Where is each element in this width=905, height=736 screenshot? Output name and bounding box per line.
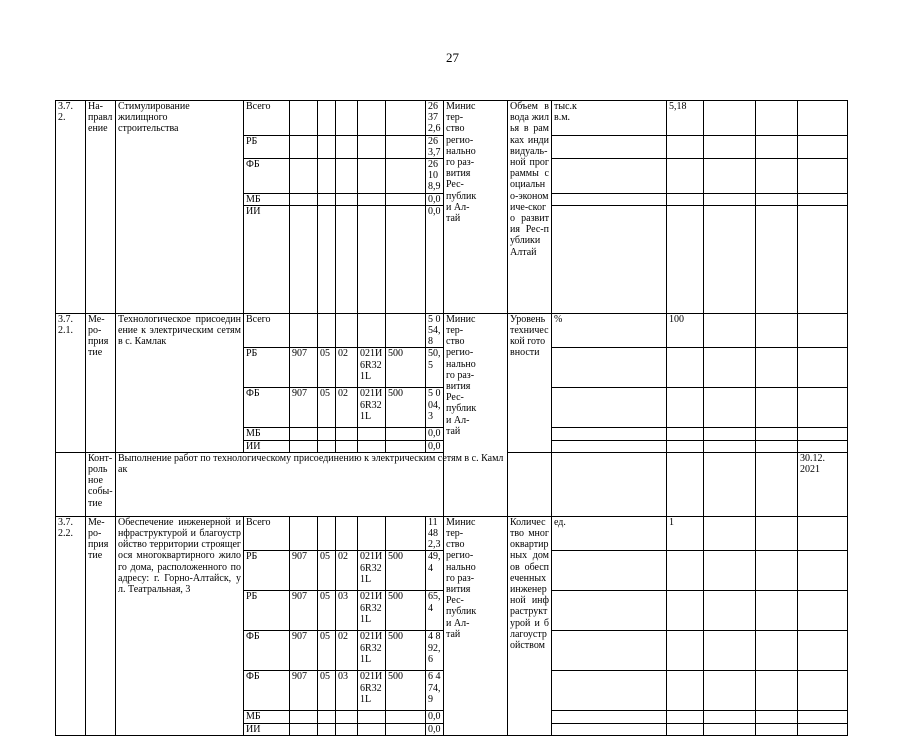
- empty-cell: [386, 193, 426, 205]
- unit-cell: тыс.к в.м.: [552, 101, 667, 136]
- source-cell: Всего: [244, 313, 290, 348]
- empty-cell: [290, 205, 318, 313]
- value-cell: 5,18: [667, 101, 704, 136]
- empty-cell: [704, 631, 756, 671]
- empty-cell: [358, 135, 386, 158]
- empty-cell: [667, 440, 704, 452]
- empty-cell: [358, 205, 386, 313]
- amount-cell: 49,4: [426, 551, 444, 591]
- kbk-cell: [386, 440, 426, 452]
- kbk-cell: 05: [318, 671, 336, 711]
- kbk-cell: [358, 313, 386, 348]
- empty-cell: [798, 101, 848, 136]
- empty-cell: [798, 711, 848, 723]
- empty-cell: [552, 440, 667, 452]
- kbk-cell: 05: [318, 591, 336, 631]
- source-cell: РБ: [244, 348, 290, 388]
- empty-cell: [552, 723, 667, 735]
- kbk-cell: 021И 6R32 1L: [358, 671, 386, 711]
- empty-cell: [704, 159, 756, 194]
- empty-cell: [290, 135, 318, 158]
- empty-cell: [667, 551, 704, 591]
- source-cell: РБ: [244, 591, 290, 631]
- unit-cell: %: [552, 313, 667, 348]
- amount-cell: 0,0: [426, 440, 444, 452]
- empty-cell: [756, 516, 798, 551]
- empty-cell: [290, 159, 318, 194]
- item-name: Обеспечение инженерной инфраструктурой и благоустройство территории строящегося многоквартирного жилого дома, расположенного по адресу: г. Горно-Алтайск, ул. Театральная, 3: [116, 516, 244, 735]
- empty-cell: [798, 348, 848, 388]
- kbk-cell: 021И 6R32 1L: [358, 631, 386, 671]
- empty-cell: [756, 428, 798, 440]
- control-text: Выполнение работ по технологическому присоединению к электрическим сетям в с. Камлак: [116, 452, 508, 516]
- empty-cell: [667, 205, 704, 313]
- empty-cell: [667, 135, 704, 158]
- source-cell: Всего: [244, 101, 290, 136]
- empty-cell: [336, 135, 358, 158]
- empty-cell: [358, 101, 386, 136]
- source-cell: РБ: [244, 551, 290, 591]
- empty-cell: [798, 205, 848, 313]
- empty-cell: [756, 440, 798, 452]
- source-cell: ИИ: [244, 440, 290, 452]
- empty-cell: [704, 428, 756, 440]
- empty-cell: [798, 671, 848, 711]
- empty-cell: [552, 348, 667, 388]
- kbk-cell: 02: [336, 631, 358, 671]
- empty-cell: [667, 193, 704, 205]
- empty-cell: [667, 452, 704, 516]
- executor-cell: Минис тер- ство регио- нально го раз- вития Рес- публик и Ал- тай: [444, 516, 508, 735]
- kbk-cell: [386, 516, 426, 551]
- empty-cell: [386, 101, 426, 136]
- empty-cell: [552, 428, 667, 440]
- kbk-cell: 021И 6R32 1L: [358, 551, 386, 591]
- empty-cell: [756, 159, 798, 194]
- indicator-cell: Уровень технической готовности: [508, 313, 552, 452]
- kbk-cell: 05: [318, 631, 336, 671]
- kbk-cell: [358, 440, 386, 452]
- empty-cell: [704, 671, 756, 711]
- empty-cell: [704, 452, 756, 516]
- empty-cell: [552, 631, 667, 671]
- item-kind: Ме- ро- прия тие: [86, 313, 116, 452]
- empty-cell: [552, 711, 667, 723]
- amount-cell: 0,0: [426, 193, 444, 205]
- amount-cell: 65,4: [426, 591, 444, 631]
- empty-cell: [667, 428, 704, 440]
- kbk-cell: [318, 516, 336, 551]
- empty-cell: [704, 388, 756, 428]
- source-cell: Всего: [244, 516, 290, 551]
- amount-cell: 26 372,6: [426, 101, 444, 136]
- kbk-cell: 907: [290, 348, 318, 388]
- empty-cell: [508, 452, 552, 516]
- empty-cell: [756, 631, 798, 671]
- empty-cell: [756, 388, 798, 428]
- source-cell: МБ: [244, 711, 290, 723]
- kbk-cell: [336, 313, 358, 348]
- empty-cell: [798, 193, 848, 205]
- kbk-cell: 500: [386, 551, 426, 591]
- empty-cell: [318, 101, 336, 136]
- empty-cell: [552, 452, 667, 516]
- kbk-cell: [336, 440, 358, 452]
- kbk-cell: 021И 6R32 1L: [358, 388, 386, 428]
- empty-cell: [667, 591, 704, 631]
- empty-cell: [798, 388, 848, 428]
- empty-cell: [290, 101, 318, 136]
- kbk-cell: [358, 711, 386, 723]
- kbk-cell: [318, 440, 336, 452]
- kbk-cell: [358, 723, 386, 735]
- empty-cell: [704, 591, 756, 631]
- empty-cell: [704, 711, 756, 723]
- amount-cell: 5 004,3: [426, 388, 444, 428]
- value-cell: 100: [667, 313, 704, 348]
- empty-cell: [798, 159, 848, 194]
- kbk-cell: [336, 428, 358, 440]
- amount-cell: 50,5: [426, 348, 444, 388]
- source-cell: ФБ: [244, 631, 290, 671]
- empty-cell: [798, 313, 848, 348]
- indicator-cell: Количество многоквартирных домов обеспеченных инженерной инфраструктурой и благоустройством: [508, 516, 552, 735]
- item-kind: Ме- ро- прия тие: [86, 516, 116, 735]
- kbk-cell: [318, 723, 336, 735]
- source-cell: ФБ: [244, 159, 290, 194]
- empty-cell: [704, 135, 756, 158]
- kbk-cell: [336, 723, 358, 735]
- kbk-cell: [290, 440, 318, 452]
- source-cell: ФБ: [244, 671, 290, 711]
- kbk-cell: 907: [290, 388, 318, 428]
- table-row: [56, 452, 848, 516]
- empty-cell: [552, 135, 667, 158]
- empty-cell: [756, 101, 798, 136]
- source-cell: ФБ: [244, 388, 290, 428]
- empty-cell: [667, 348, 704, 388]
- kbk-cell: [386, 711, 426, 723]
- empty-cell: [756, 193, 798, 205]
- item-kind: На- правл ение: [86, 101, 116, 314]
- empty-cell: [798, 440, 848, 452]
- item-name: Технологическое присоединение к электрическим сетям в с. Камлак: [116, 313, 244, 452]
- amount-cell: 0,0: [426, 711, 444, 723]
- kbk-cell: 907: [290, 671, 318, 711]
- unit-cell: ед.: [552, 516, 667, 551]
- empty-cell: [798, 428, 848, 440]
- empty-cell: [704, 348, 756, 388]
- program-table: [55, 100, 848, 736]
- kbk-cell: 500: [386, 348, 426, 388]
- kbk-cell: 500: [386, 631, 426, 671]
- kbk-cell: [386, 723, 426, 735]
- empty-cell: [386, 159, 426, 194]
- empty-cell: [318, 159, 336, 194]
- empty-cell: [56, 452, 86, 516]
- empty-cell: [704, 313, 756, 348]
- empty-cell: [358, 159, 386, 194]
- kbk-cell: [290, 711, 318, 723]
- executor-cell: Минис тер- ство регио- нально го раз- вития Рес- публик и Ал- тай: [444, 101, 508, 314]
- empty-cell: [552, 159, 667, 194]
- kbk-cell: [358, 428, 386, 440]
- kbk-cell: 05: [318, 388, 336, 428]
- empty-cell: [798, 631, 848, 671]
- empty-cell: [704, 723, 756, 735]
- kbk-cell: [318, 428, 336, 440]
- control-date: 30.12. 2021: [798, 452, 848, 516]
- item-number: 3.7. 2.1.: [56, 313, 86, 452]
- empty-cell: [318, 205, 336, 313]
- source-cell: ИИ: [244, 723, 290, 735]
- kbk-cell: [318, 313, 336, 348]
- empty-cell: [552, 671, 667, 711]
- empty-cell: [552, 205, 667, 313]
- kbk-cell: 05: [318, 348, 336, 388]
- kbk-cell: 021И 6R32 1L: [358, 591, 386, 631]
- amount-cell: 11 482,3: [426, 516, 444, 551]
- kbk-cell: 907: [290, 631, 318, 671]
- page-number: 27: [446, 50, 459, 65]
- empty-cell: [756, 551, 798, 591]
- kbk-cell: 03: [336, 591, 358, 631]
- kbk-cell: 05: [318, 551, 336, 591]
- amount-cell: 0,0: [426, 428, 444, 440]
- item-number: 3.7. 2.2.: [56, 516, 86, 735]
- table-row: [56, 101, 848, 136]
- amount-cell: 4 892,6: [426, 631, 444, 671]
- amount-cell: 26 108,9: [426, 159, 444, 194]
- empty-cell: [756, 348, 798, 388]
- kbk-cell: [290, 516, 318, 551]
- kbk-cell: 02: [336, 348, 358, 388]
- empty-cell: [756, 452, 798, 516]
- empty-cell: [667, 159, 704, 194]
- item-name: Стимулирование жилищного строительства: [116, 101, 244, 314]
- kbk-cell: 907: [290, 551, 318, 591]
- empty-cell: [756, 671, 798, 711]
- kbk-cell: [386, 313, 426, 348]
- empty-cell: [667, 388, 704, 428]
- source-cell: МБ: [244, 193, 290, 205]
- kbk-cell: [290, 428, 318, 440]
- empty-cell: [756, 205, 798, 313]
- empty-cell: [336, 159, 358, 194]
- empty-cell: [756, 313, 798, 348]
- source-cell: МБ: [244, 428, 290, 440]
- empty-cell: [756, 723, 798, 735]
- empty-cell: [667, 723, 704, 735]
- empty-cell: [290, 193, 318, 205]
- source-cell: ИИ: [244, 205, 290, 313]
- kbk-cell: 907: [290, 591, 318, 631]
- kbk-cell: [358, 516, 386, 551]
- empty-cell: [667, 671, 704, 711]
- empty-cell: [704, 193, 756, 205]
- indicator-cell: Объем ввода жилья в рамках индивидуаль-ной программы социально-экономиче-ского развития Рес-публики Алтай: [508, 101, 552, 314]
- empty-cell: [704, 101, 756, 136]
- empty-cell: [318, 193, 336, 205]
- table-row: [56, 516, 848, 551]
- amount-cell: 263,7: [426, 135, 444, 158]
- item-number: 3.7. 2.: [56, 101, 86, 314]
- empty-cell: [386, 205, 426, 313]
- table-row: [56, 313, 848, 348]
- kbk-cell: 500: [386, 591, 426, 631]
- empty-cell: [336, 193, 358, 205]
- empty-cell: [756, 135, 798, 158]
- empty-cell: [552, 388, 667, 428]
- empty-cell: [552, 551, 667, 591]
- empty-cell: [704, 205, 756, 313]
- control-kind: Конт- роль ное собы- тие: [86, 452, 116, 516]
- kbk-cell: 03: [336, 671, 358, 711]
- value-cell: 1: [667, 516, 704, 551]
- empty-cell: [552, 591, 667, 631]
- amount-cell: 0,0: [426, 205, 444, 313]
- empty-cell: [798, 591, 848, 631]
- empty-cell: [756, 711, 798, 723]
- amount-cell: 5 054,8: [426, 313, 444, 348]
- kbk-cell: 500: [386, 388, 426, 428]
- amount-cell: 6 474,9: [426, 671, 444, 711]
- empty-cell: [704, 516, 756, 551]
- empty-cell: [798, 723, 848, 735]
- kbk-cell: [290, 313, 318, 348]
- empty-cell: [358, 193, 386, 205]
- kbk-cell: 02: [336, 551, 358, 591]
- empty-cell: [798, 516, 848, 551]
- kbk-cell: 02: [336, 388, 358, 428]
- kbk-cell: [290, 723, 318, 735]
- empty-cell: [667, 631, 704, 671]
- kbk-cell: 500: [386, 671, 426, 711]
- empty-cell: [798, 135, 848, 158]
- empty-cell: [318, 135, 336, 158]
- empty-cell: [386, 135, 426, 158]
- source-cell: РБ: [244, 135, 290, 158]
- empty-cell: [336, 205, 358, 313]
- amount-cell: 0,0: [426, 723, 444, 735]
- kbk-cell: [336, 711, 358, 723]
- empty-cell: [798, 551, 848, 591]
- executor-cell: Минис тер- ство регио- нально го раз- вития Рес- публик и Ал- тай: [444, 313, 508, 516]
- empty-cell: [704, 440, 756, 452]
- kbk-cell: [386, 428, 426, 440]
- kbk-cell: 021И 6R32 1L: [358, 348, 386, 388]
- kbk-cell: [336, 516, 358, 551]
- empty-cell: [667, 711, 704, 723]
- empty-cell: [756, 591, 798, 631]
- empty-cell: [704, 551, 756, 591]
- empty-cell: [552, 193, 667, 205]
- empty-cell: [336, 101, 358, 136]
- kbk-cell: [318, 711, 336, 723]
